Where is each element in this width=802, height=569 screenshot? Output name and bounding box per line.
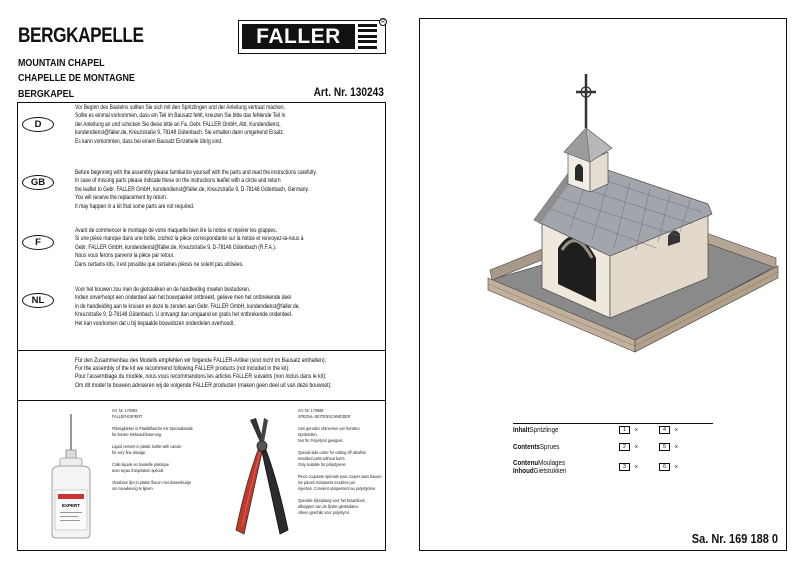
subtitle-dutch: BERGKAPEL bbox=[18, 88, 75, 100]
logo-text: FALLER bbox=[242, 24, 355, 49]
sprue-number: 5 bbox=[659, 443, 670, 451]
lang-badge-de: D bbox=[22, 117, 54, 132]
recommendation-text: Für den Zusammenbau des Modells empfehlen wir folgende FALLER-Artikel (sind nicht im Bausatz enthalten): For the assembly of the kit we recommend following FALLER products (not included in the kit): Pour l'assemblage du modèle, nous vous recommandons les articles FALLER suivants (non inclus dans le kit): Om dit model te bouwen adviseren wij de volgende FALLER producten (maken geen deel uit van deze bouwset): bbox=[75, 357, 332, 389]
bottle-label: EXPERT bbox=[61, 503, 81, 508]
divider bbox=[513, 423, 713, 424]
contents-table bbox=[513, 426, 713, 476]
product-info-glue: Art. Nr. 170492 FALLER-EXPERT Flüssigkleber in Plastikflasche mit Spezialkanüle für feinste Klebeaufdosierung. Liquid cement in plastic bottle with canule for very fine dosage. Colle liquide en bouteille plastique avec tuyau d'aspiration spécial. Vloeibare lijm in plastic flacon met doseerbuisje om nauwkeurig te lijmen. bbox=[112, 408, 193, 491]
faller-logo bbox=[238, 20, 386, 54]
subtitle-english: MOUNTAIN CHAPEL bbox=[18, 57, 105, 69]
lang-badge-fr: F bbox=[22, 235, 54, 250]
subtitle-french: CHAPELLE DE MONTAGNE bbox=[18, 72, 135, 84]
instructions-nl: Voor het bouwen zou men de gietstukken en de handleiding moeten bestuderen. Indien onverhoopt een onderdeel aan het bouwpakket ontbreekt, gelieve men het ontbrekende deel in de handleiding aan te kruisen en deze te zenden aan Gebr. FALLER GmbH, kundendienst@faller.de, Kreuzstraße 9, D-78148 Gütenbach. U ontvangt dan omgaand en gratis het ontbrekende onderdeel. Het kan voorkomen dat u bij bepaalde bouwdozen onderdelen overhoudt. bbox=[75, 286, 300, 327]
instructions-de: Vor Beginn des Bastelns sollten Sie sich mit den Spritzlingen und der Anleitung vertraut machen. Sollte es einmal vorkommen, dass ein Teil im Bausatz fehlt, kreuzen Sie bitte das fehlende Teil in der Anleitung an und schicken Sie diese bitte an Fa. Gebr. FALLER GmbH, Abt. Kundendienst, kundendienst@faller.de, Kreuzstraße 9, 78148 Gütenbach. Sie erhalten dann umgehend Ersatz. Es kann vorkommen, dass bei einem Bausatz Einzelteile übrig sind. bbox=[75, 104, 286, 145]
sprue-number: 2 bbox=[619, 443, 630, 451]
lang-badge-nl: NL bbox=[22, 293, 54, 308]
side-cutter-image bbox=[222, 412, 302, 542]
article-number: Art. Nr. 130243 bbox=[313, 87, 384, 99]
divider bbox=[18, 400, 385, 401]
contents-row: ContenuMoulages InhoudGietstukken 3 x 6 x bbox=[513, 458, 678, 476]
sprue-number: 1 bbox=[619, 426, 630, 434]
page-title: BERGKAPELLE bbox=[18, 24, 144, 47]
instructions-fr: Avant de commencer le montage de votre maquette bien lire la notice et repérer les grappes. Si une pièce manque dans une boîte, cochez la pièce correspondante sur la notice et renvoyez-la-nous à Gebr. FALLER GmbH, kundendienst@faller.de, Kreuzstraße 9, D-78148 Gütenbach (R.F.A.). Nous vous ferons parvenir la pièce par retour. Dans certains kits, il est possible que certaines pièces ne soient pas utilisées. bbox=[75, 227, 304, 268]
contents-row: ContentsSprues 2 x 5 x bbox=[513, 441, 678, 451]
lang-badge-gb: GB bbox=[22, 175, 54, 190]
product-info-cutter: Art. Nr. 170688 SPEZIAL-SEITENSCHNEIDER zum geraden Abtrennen von feinsten Spritzteilen. Nur für Polystyrol geeignet. Special side cutter for cutting off ultrafine moulded parts without burrs. Only suitable for polystyrene. Pince coupante spéciale pour couper sans bavure les pièces miniatures moulées par injection. Convient uniquement au polystyrène. Speciale zijkniptang voor het braamloos afknippen van de fijnste gietstukken. Alleen geschikt voor polystyrol. bbox=[298, 408, 382, 515]
chapel-model-image bbox=[480, 70, 780, 370]
sprue-number: 4 bbox=[659, 426, 670, 434]
sprue-number: 6 bbox=[659, 463, 670, 471]
contents-row: InhaltSpritzlinge 1 x 4 x bbox=[513, 425, 678, 434]
sprue-number: 3 bbox=[619, 463, 630, 471]
logo-bars bbox=[358, 24, 377, 49]
glue-bottle-image bbox=[36, 412, 106, 542]
sa-number: Sa. Nr. 169 188 0 bbox=[691, 532, 778, 546]
instructions-gb: Before beginning with the assembly please familiarize yourself with the parts and read the instructions carefully. In case of missing parts please indicate these on the instructions leaflet with a circle and return the leaflet to Gebr. FALLER GmbH, kundendienst@faller.de, Kreuzstraße 9, D-78148 Gütenbach, Germany. You will receive the replacement by return. It may happen in a kit that some parts are not required. bbox=[75, 169, 317, 210]
divider bbox=[18, 350, 385, 351]
registered-mark: R bbox=[379, 18, 387, 26]
